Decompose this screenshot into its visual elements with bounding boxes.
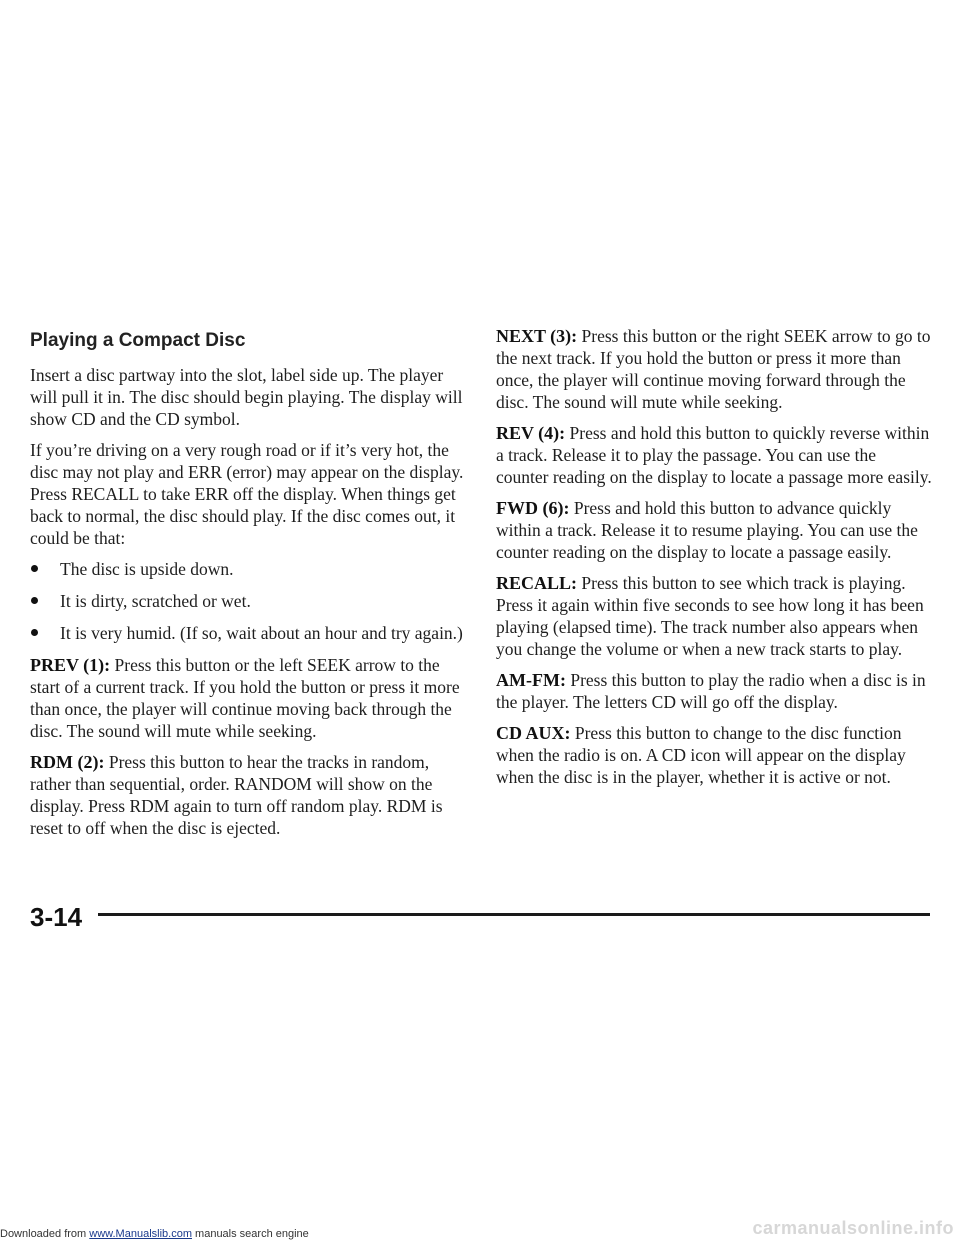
prev-entry: PREV (1): Press this button or the left SEEK arrow to the start of a current track. If you hold the button or press it more than once, the player will continue moving back through the disc. The sound will mute while seeking. <box>30 655 460 741</box>
intro-paragraph: Insert a disc partway into the slot, label side up. The player will pull it in. The disc should begin playing. The display will show CD and the CD symbol. <box>30 365 463 429</box>
fwd-entry: FWD (6): Press and hold this button to advance quickly within a track. Release it to resume playing. You can use the counter reading on the display to locate a passage easily. <box>496 498 918 562</box>
bullet-icon <box>31 597 38 604</box>
next-entry: NEXT (3): Press this button or the right SEEK arrow to go to the next track. If you hold the button or press it more than once, the player will continue moving forward through the disc. The sound will mute while seeking. <box>496 326 931 412</box>
manualslib-link[interactable]: www.Manualslib.com <box>89 1228 192 1240</box>
watermark: carmanualsonline.info <box>752 1218 954 1238</box>
bullet-icon <box>31 565 38 572</box>
amfm-entry: AM-FM: Press this button to play the radio when a disc is in the player. The letters CD will go off the display. <box>496 670 926 712</box>
rough-road-paragraph: If you’re driving on a very rough road or if it’s very hot, the disc may not play and ERR (error) may appear on the display. Press RECALL to take ERR off the display. When things get back to normal, the disc should play. If the disc comes out, it could be that: <box>30 440 464 548</box>
list-item: It is dirty, scratched or wet. <box>30 590 470 612</box>
list-item: The disc is upside down. <box>30 558 470 580</box>
page-number: 3-14 <box>30 902 83 932</box>
footer-rule <box>98 913 930 916</box>
download-source-line: Downloaded from www.Manualslib.com manuals search engine <box>0 1228 309 1240</box>
rev-entry: REV (4): Press and hold this button to quickly reverse within a track. Release it to play the passage. You can use the counter reading on the display to locate a passage more easily. <box>496 423 932 487</box>
rdm-entry: RDM (2): Press this button to hear the tracks in random, rather than sequential, order. RANDOM will show on the display. Press RDM again to turn off random play. RDM is reset to off when the disc is ejected. <box>30 752 443 838</box>
left-column <box>30 330 470 848</box>
bullet-icon <box>31 629 38 636</box>
list-item: It is very humid. (If so, wait about an hour and try again.) <box>30 622 470 644</box>
cdaux-entry: CD AUX: Press this button to change to the disc function when the radio is on. A CD icon will appear on the display when the disc is in the player, whether it is active or not. <box>496 723 906 787</box>
section-title: Playing a Compact Disc <box>30 330 246 351</box>
right-column <box>496 325 932 797</box>
recall-entry: RECALL: Press this button to see which track is playing. Press it again within five seconds to see how long it has been playing (elapsed time). The track number also appears when you change the volume or when a new track starts to play. <box>496 573 924 659</box>
causes-list <box>30 558 470 644</box>
